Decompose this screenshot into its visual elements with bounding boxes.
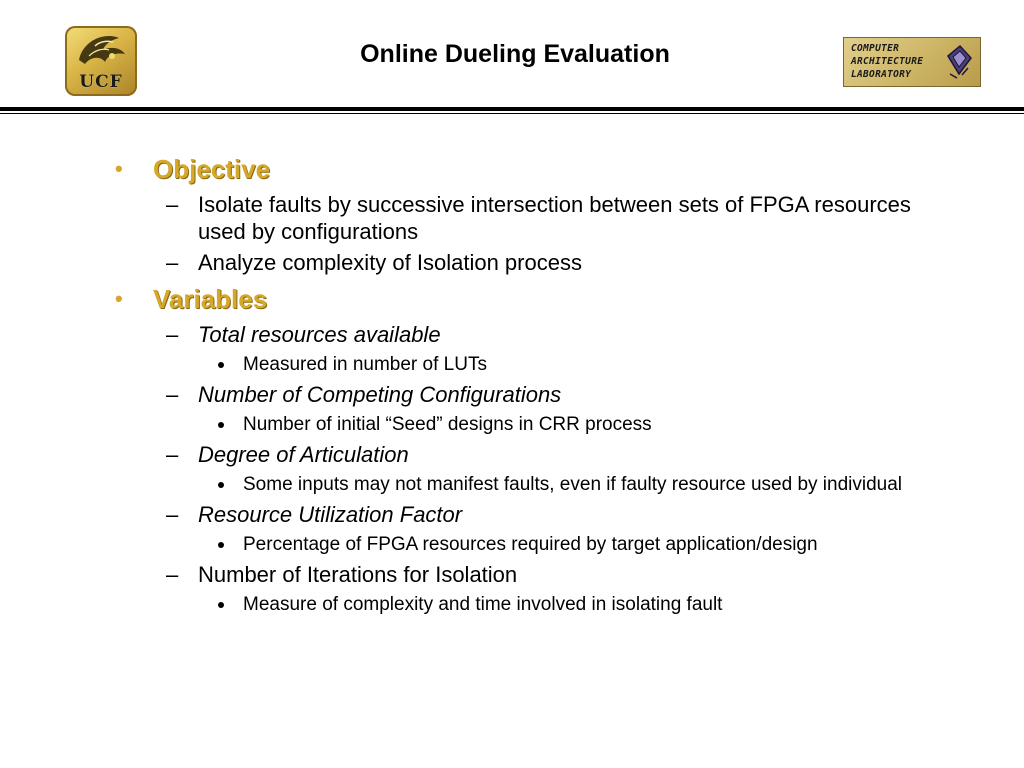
header-divider-thick [0, 107, 1024, 111]
list-item-text: Number of Iterations for Isolation [198, 562, 518, 587]
dash-bullet-icon: – [166, 562, 179, 587]
slide-header [0, 0, 1024, 116]
dot-bullet-icon [218, 362, 224, 368]
sub-list-item-text: Percentage of FPGA resources required by target application/design [243, 534, 818, 555]
dash-bullet-icon: – [166, 192, 179, 217]
computer-architecture-lab-logo [843, 37, 981, 87]
sub-list-item [0, 532, 1024, 557]
section-heading-label: Objective [153, 154, 271, 184]
sub-list-item-text: Measured in number of LUTs [243, 354, 487, 375]
dot-bullet-icon [218, 422, 224, 428]
section-heading-label: Variables [153, 284, 268, 314]
page-title: Online Dueling Evaluation [360, 40, 670, 68]
lab-logo-line: ARCHITECTURE [851, 56, 924, 67]
dot-bullet-icon [218, 542, 224, 548]
section-heading [0, 280, 1024, 318]
list-item [0, 321, 1024, 348]
list-item-text: Total resources available [198, 322, 441, 347]
sub-list-item [0, 412, 1024, 437]
list-item [0, 249, 1024, 276]
list-item-text: Degree of Articulation [198, 442, 409, 467]
sub-list-item-text: Number of initial “Seed” designs in CRR process [243, 414, 652, 435]
dash-bullet-icon: – [166, 382, 179, 407]
list-item [0, 381, 1024, 408]
list-item-text: Resource Utilization Factor [198, 502, 463, 527]
lab-logo-line: COMPUTER [851, 43, 900, 54]
list-item-text: Number of Competing Configurations [198, 382, 562, 407]
sub-list-item-text: Measure of complexity and time involved in isolating fault [243, 594, 723, 615]
dash-bullet-icon: – [166, 502, 179, 527]
list-item-text: Isolate faults by successive intersection between sets of FPGA resources used by configurations [198, 192, 911, 244]
dash-bullet-icon: – [166, 322, 179, 347]
list-item [0, 501, 1024, 528]
ucf-logo-text: UCF [79, 72, 123, 92]
dash-bullet-icon: – [166, 250, 179, 275]
list-item [0, 561, 1024, 588]
bullet-icon: • [115, 286, 123, 311]
sub-list-item [0, 472, 1024, 497]
chip-diamond-icon [944, 44, 974, 80]
lab-logo-text [851, 42, 923, 81]
bullet-icon: • [115, 156, 123, 181]
dot-bullet-icon [218, 482, 224, 488]
sub-list-item-text: Some inputs may not manifest faults, even if faulty resource used by individual [243, 474, 903, 495]
slide-body [0, 150, 1024, 621]
header-divider-thin [0, 113, 1024, 114]
sub-list-item [0, 592, 1024, 617]
sub-list-item [0, 352, 1024, 377]
dot-bullet-icon [218, 602, 224, 608]
list-item [0, 191, 1024, 245]
section-heading [0, 150, 1024, 188]
ucf-logo [65, 26, 137, 96]
list-item-text: Analyze complexity of Isolation process [198, 250, 582, 275]
list-item [0, 441, 1024, 468]
lab-logo-line: LABORATORY [851, 69, 912, 80]
dash-bullet-icon: – [166, 442, 179, 467]
